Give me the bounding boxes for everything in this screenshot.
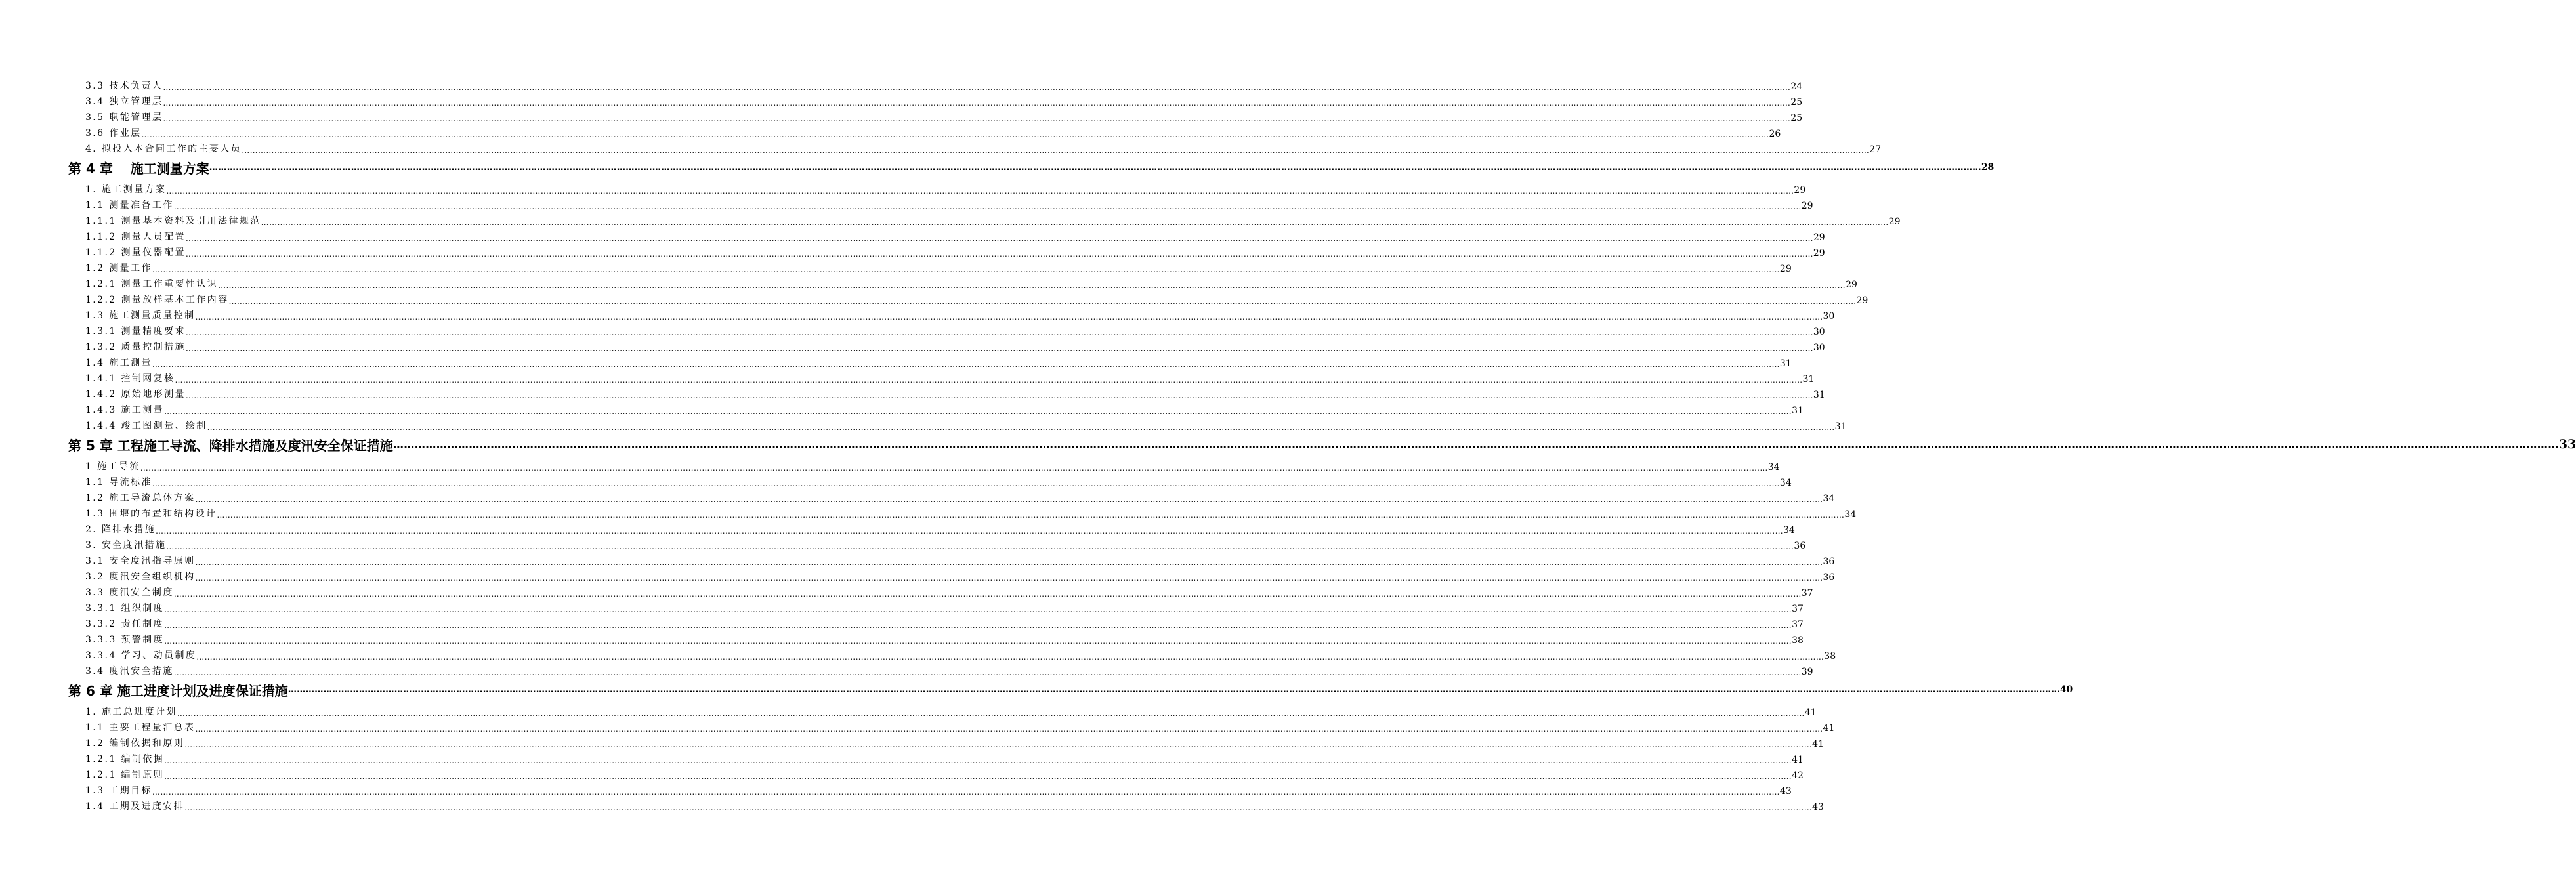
dot-leader: ……………………………………………………………………………………………………………………………………………………………………………………………………………………………………………………………………………………………………………………………………………………………………………………………………………………………………………………………………………………………………………………………………………………: [185, 234, 1813, 243]
dot-leader: ……………………………………………………………………………………………………………………………………………………………………………………………………………………………………………………………………………………………………………………………………………………………………………………………………………………………………………………………………………………………………………………………………………………: [195, 312, 1823, 322]
toc-page-number: 29: [1856, 295, 1869, 306]
toc-entry-title: 3.1 安全度汛指导原则: [85, 556, 196, 566]
dot-leader: ……………………………………………………………………………………………………………………………………………………………………………………………………………………………………………………………………………………………………………………………………………………………………………………………………………………………………………………………………………………………………………………………………………………: [195, 574, 1823, 583]
toc-page-number: 31: [1792, 406, 1804, 416]
toc-entry-title: 1. 施工总进度计划: [85, 707, 177, 717]
toc-page-number: 40: [2059, 684, 2073, 695]
toc-entry[interactable]: [68, 630, 1804, 646]
toc-entry[interactable]: [68, 718, 1835, 734]
toc-entry-title: 3.3.1 组织制度: [85, 603, 165, 614]
toc-entry-title: 3.3.4 学习、动员制度: [85, 650, 197, 661]
toc-page-number: 30: [1813, 343, 1825, 353]
dot-leader: ……………………………………………………………………………………………………………………………………………………………………………………………………………………………………………………………………………………………………………………………………………………………………………………………………………………………………………………………………………………………………………………………………………………: [173, 589, 1802, 598]
toc-entry[interactable]: [68, 488, 1835, 504]
toc-page-number: 29: [1813, 248, 1825, 259]
toc-entry-title: 1.2 编制依据和原则: [85, 738, 185, 749]
toc-entry-title: 第 6 章 施工进度计划及进度保证措施: [68, 682, 288, 699]
dot-leader: ……………………………………………………………………………………………………………………………………………………………………………………………………………………………………………………………………………………………………………………………………………………………………………………………………………………………………………………………………………………………………………………………………………………: [166, 186, 1794, 196]
toc-entry-title: 1.4 施工测量: [85, 358, 152, 368]
dot-leader: ……………………………………………………………………………………………………………………………………………………………………………………………………………………………………………………………………………………………………………………………………………………………………………………………………………………………………………………………………………………………………………………………………………………: [209, 162, 1981, 173]
toc-entry-title: 1.1 导流标准: [85, 477, 152, 488]
dot-leader: ……………………………………………………………………………………………………………………………………………………………………………………………………………………………………………………………………………………………………………………………………………………………………………………………………………………………………………………………………………………………………………………………………………………: [173, 668, 1802, 677]
toc-entry[interactable]: [68, 196, 1813, 211]
dot-leader: ……………………………………………………………………………………………………………………………………………………………………………………………………………………………………………………………………………………………………………………………………………………………………………………………………………………………………………………………………………………………………………………………………………………: [287, 684, 2060, 695]
toc-page-number: 41: [1792, 755, 1804, 765]
toc-entry[interactable]: [68, 551, 1835, 567]
toc-page-number: 29: [1813, 232, 1825, 243]
toc-entry[interactable]: [68, 567, 1835, 583]
toc-entry-title: 3.3.2 责任制度: [85, 619, 165, 629]
toc-entry[interactable]: [68, 76, 1803, 92]
toc-entry-title: 1 施工导流: [85, 461, 140, 472]
toc-entry[interactable]: [68, 290, 1869, 306]
toc-page-number: 36: [1794, 541, 1806, 551]
toc-entry[interactable]: [68, 337, 1825, 353]
toc-entry-title: 第 5 章 工程施工导流、降排水措施及度汛安全保证措施: [68, 437, 393, 453]
toc-entry-title: 3.6 作业层: [85, 128, 142, 138]
toc-entry[interactable]: [68, 369, 1815, 385]
toc-entry[interactable]: [68, 243, 1825, 259]
toc-entry[interactable]: [68, 259, 1792, 274]
dot-leader: ……………………………………………………………………………………………………………………………………………………………………………………………………………………………………………………………………………………………………………………………………………………………………………………………………………………………………………………………………………………………………………………………………………………: [152, 265, 1780, 274]
toc-entry-title: 1. 施工测量方案: [85, 184, 167, 195]
toc-chapter-heading[interactable]: [68, 677, 2073, 702]
toc-page-number: 25: [1790, 97, 1803, 108]
toc-entry[interactable]: [68, 274, 1857, 290]
toc-page-number: 30: [1813, 327, 1825, 337]
dot-leader: ……………………………………………………………………………………………………………………………………………………………………………………………………………………………………………………………………………………………………………………………………………………………………………………………………………………………………………………………………………………………………………………………………………………: [164, 407, 1792, 416]
toc-entry-title: 3.2 度汛安全组织机构: [85, 572, 196, 582]
toc-entry-title: 1.2 测量工作: [85, 263, 152, 274]
toc-page-number: 34: [1779, 478, 1792, 488]
toc-page-number: 38: [1824, 651, 1836, 662]
toc-entry[interactable]: [68, 457, 1780, 472]
toc-page-number: 34: [1844, 509, 1857, 520]
toc-entry-title: 1.2.2 测量放样基本工作内容: [85, 295, 229, 305]
toc-entry[interactable]: [68, 227, 1825, 243]
toc-page-number: 39: [1801, 667, 1813, 677]
dot-leader: ……………………………………………………………………………………………………………………………………………………………………………………………………………………………………………………………………………………………………………………………………………………………………………………………………………………………………………………………………………………………………………………………………………………: [164, 605, 1792, 614]
toc-page-number: 43: [1812, 802, 1824, 812]
toc-entry-title: 1.1.1 测量基本资料及引用法律规范: [85, 216, 261, 226]
table-of-contents: [68, 76, 2576, 812]
toc-entry-title: 1.4.1 控制网复核: [85, 373, 175, 384]
toc-entry[interactable]: [68, 520, 1795, 536]
toc-page-number: 34: [1783, 525, 1795, 536]
dot-leader: ……………………………………………………………………………………………………………………………………………………………………………………………………………………………………………………………………………………………………………………………………………………………………………………………………………………………………………………………………………………………………………………………………………………: [195, 558, 1823, 567]
toc-entry-title: 3. 安全度汛措施: [85, 540, 167, 551]
toc-page-number: 29: [1846, 280, 1857, 290]
toc-page-number: 31: [1802, 374, 1815, 385]
toc-page-number: 37: [1792, 604, 1804, 614]
toc-chapter-heading[interactable]: [68, 432, 2576, 457]
toc-page-number: 37: [1792, 620, 1804, 630]
dot-leader: ……………………………………………………………………………………………………………………………………………………………………………………………………………………………………………………………………………………………………………………………………………………………………………………………………………………………………………………………………………………………………………………………………………………: [175, 375, 1803, 385]
dot-leader: ……………………………………………………………………………………………………………………………………………………………………………………………………………………………………………………………………………………………………………………………………………………………………………………………………………………………………………………………………………………………………………………………………………………: [261, 218, 1889, 227]
toc-page-number: 28: [1981, 162, 1995, 173]
toc-entry[interactable]: [68, 598, 1804, 614]
dot-leader: ……………………………………………………………………………………………………………………………………………………………………………………………………………………………………………………………………………………………………………………………………………………………………………………………………………………………………………………………………………………………………………………………………………………: [164, 637, 1792, 646]
dot-leader: ……………………………………………………………………………………………………………………………………………………………………………………………………………………………………………………………………………………………………………………………………………………………………………………………………………………………………………………………………………………………………………………………………………………: [195, 495, 1823, 504]
dot-leader: ……………………………………………………………………………………………………………………………………………………………………………………………………………………………………………………………………………………………………………………………………………………………………………………………………………………………………………………………………………………………………………………………………………………: [184, 803, 1813, 812]
toc-page-number: 36: [1823, 572, 1835, 583]
toc-page-number: 29: [1801, 201, 1813, 211]
dot-leader: ……………………………………………………………………………………………………………………………………………………………………………………………………………………………………………………………………………………………………………………………………………………………………………………………………………………………………………………………………………………………………………………………………………………: [228, 297, 1857, 306]
toc-entry-title: 1.1 主要工程量汇总表: [85, 723, 196, 733]
dot-leader: ……………………………………………………………………………………………………………………………………………………………………………………………………………………………………………………………………………………………………………………………………………………………………………………………………………………………………………………………………………………………………………………………………………………: [140, 463, 1768, 472]
toc-entry-title: 第 4 章 施工测量方案: [68, 160, 209, 177]
toc-page-number: 34: [1823, 494, 1835, 504]
dot-leader: ……………………………………………………………………………………………………………………………………………………………………………………………………………………………………………………………………………………………………………………………………………………………………………………………………………………………………………………………………………………………………………………………………………………: [185, 344, 1813, 353]
toc-page-number: 31: [1779, 358, 1792, 369]
dot-leader: ……………………………………………………………………………………………………………………………………………………………………………………………………………………………………………………………………………………………………………………………………………………………………………………………………………………………………………………………………………………………………………………………………………………: [196, 652, 1825, 662]
toc-entry[interactable]: [68, 702, 1817, 718]
toc-page-number: 41: [1804, 707, 1817, 718]
toc-entry-title: 2. 降排水措施: [85, 524, 156, 535]
toc-entry[interactable]: [68, 322, 1825, 337]
toc-page-number: 33: [2558, 437, 2576, 452]
toc-page-number: 36: [1823, 556, 1835, 567]
toc-page-number: 29: [1794, 185, 1806, 196]
toc-entry-title: 1.1.2 测量人员配置: [85, 232, 186, 242]
toc-entry[interactable]: [68, 306, 1835, 322]
toc-entry[interactable]: [68, 734, 1824, 749]
toc-page-number: 38: [1792, 635, 1804, 646]
toc-entry-title: 1.3.1 测量精度要求: [85, 326, 186, 337]
toc-entry[interactable]: [68, 797, 1824, 812]
toc-entry-title: 3.3 度汛安全制度: [85, 587, 174, 598]
toc-page-number: 34: [1767, 462, 1780, 472]
dot-leader: ……………………………………………………………………………………………………………………………………………………………………………………………………………………………………………………………………………………………………………………………………………………………………………………………………………………………………………………………………………………………………………………………………………………: [195, 724, 1823, 734]
dot-leader: ……………………………………………………………………………………………………………………………………………………………………………………………………………………………………………………………………………………………………………………………………………………………………………………………………………………………………………………………………………………………………………………………………………………: [156, 526, 1784, 536]
toc-page-number: 27: [1869, 144, 1882, 155]
toc-chapter-heading[interactable]: [68, 155, 1995, 180]
toc-entry-title: 3.4 独立管理层: [85, 96, 163, 107]
toc-entry-title: 1.3.2 质量控制措施: [85, 342, 186, 352]
toc-entry[interactable]: [68, 108, 1803, 123]
toc-entry[interactable]: [68, 536, 1806, 551]
dot-leader: ……………………………………………………………………………………………………………………………………………………………………………………………………………………………………………………………………………………………………………………………………………………………………………………………………………………………………………………………………………………………………………………………………………………: [164, 621, 1792, 630]
dot-leader: ……………………………………………………………………………………………………………………………………………………………………………………………………………………………………………………………………………………………………………………………………………………………………………………………………………………………………………………………………………………………………………………………………………………: [164, 772, 1792, 781]
toc-entry-title: 3.5 职能管理层: [85, 112, 163, 123]
dot-leader: ……………………………………………………………………………………………………………………………………………………………………………………………………………………………………………………………………………………………………………………………………………………………………………………………………………………………………………………………………………………………………………………………………………………: [163, 98, 1791, 108]
toc-page-number: 29: [1779, 264, 1792, 274]
toc-page-number: 41: [1812, 739, 1824, 749]
toc-page-number: 24: [1790, 81, 1803, 92]
dot-leader: ……………………………………………………………………………………………………………………………………………………………………………………………………………………………………………………………………………………………………………………………………………………………………………………………………………………………………………………………………………………………………………………………………………………: [173, 202, 1802, 211]
toc-entry-title: 1.4 工期及进度安排: [85, 801, 185, 812]
toc-entry[interactable]: [68, 749, 1804, 765]
dot-leader: ……………………………………………………………………………………………………………………………………………………………………………………………………………………………………………………………………………………………………………………………………………………………………………………………………………………………………………………………………………………………………………………………………………………: [185, 328, 1813, 337]
toc-page-number: 37: [1801, 588, 1813, 598]
toc-entry[interactable]: [68, 583, 1813, 598]
toc-entry-title: 1.2 施工导流总体方案: [85, 493, 196, 503]
toc-entry[interactable]: [68, 400, 1804, 416]
dot-leader: ……………………………………………………………………………………………………………………………………………………………………………………………………………………………………………………………………………………………………………………………………………………………………………………………………………………………………………………………………………………………………………………………………………………: [164, 756, 1792, 765]
toc-entry[interactable]: [68, 92, 1803, 108]
toc-page-number: 25: [1790, 113, 1803, 123]
toc-entry-title: 1.4.4 竣工图测量、绘制: [85, 421, 207, 431]
toc-entry-title: 1.1.2 测量仪器配置: [85, 247, 186, 258]
toc-entry[interactable]: [68, 211, 1901, 227]
toc-entry[interactable]: [68, 180, 1806, 196]
dot-leader: ……………………………………………………………………………………………………………………………………………………………………………………………………………………………………………………………………………………………………………………………………………………………………………………………………………………………………………………………………………………………………………………………………………………: [177, 709, 1805, 718]
dot-leader: ……………………………………………………………………………………………………………………………………………………………………………………………………………………………………………………………………………………………………………………………………………………………………………………………………………………………………………………………………………………………………………………………………………………: [185, 249, 1813, 259]
dot-leader: ……………………………………………………………………………………………………………………………………………………………………………………………………………………………………………………………………………………………………………………………………………………………………………………………………………………………………………………………………………………………………………………………………………………: [207, 423, 1835, 432]
toc-page-number: 43: [1779, 786, 1792, 797]
toc-entry-title: 3.3.3 预警制度: [85, 635, 165, 645]
toc-entry[interactable]: [68, 472, 1792, 488]
toc-entry-title: 1.2.1 测量工作重要性认识: [85, 279, 219, 289]
toc-entry-title: 3.4 度汛安全措施: [85, 666, 174, 677]
toc-entry-title: 3.3 技术负责人: [85, 81, 163, 91]
dot-leader: ……………………………………………………………………………………………………………………………………………………………………………………………………………………………………………………………………………………………………………………………………………………………………………………………………………………………………………………………………………………………………………………………………………………: [163, 83, 1791, 92]
toc-page-number: 41: [1823, 723, 1835, 734]
toc-entry-title: 1.1 测量准备工作: [85, 200, 174, 211]
toc-entry-title: 1.2.1 编制原则: [85, 770, 165, 780]
toc-entry-title: 1.4.2 原始地形测量: [85, 389, 186, 400]
toc-entry[interactable]: [68, 123, 1781, 139]
toc-page-number: 26: [1769, 129, 1781, 139]
toc-entry[interactable]: [68, 614, 1804, 630]
toc-entry[interactable]: [68, 662, 1813, 677]
toc-entry[interactable]: [68, 385, 1825, 400]
toc-page-number: 42: [1792, 770, 1804, 781]
toc-page-number: 31: [1834, 421, 1847, 432]
dot-leader: ……………………………………………………………………………………………………………………………………………………………………………………………………………………………………………………………………………………………………………………………………………………………………………………………………………………………………………………………………………………………………………………………………………………: [217, 511, 1845, 520]
dot-leader: ……………………………………………………………………………………………………………………………………………………………………………………………………………………………………………………………………………………………………………………………………………………………………………………………………………………………………………………………………………………………………………………………………………………: [152, 479, 1780, 488]
toc-entry[interactable]: [68, 139, 1882, 155]
toc-entry-title: 1.2.1 编制依据: [85, 754, 165, 765]
toc-page-number: 31: [1813, 390, 1825, 400]
toc-entry-title: 1.3 施工测量质量控制: [85, 310, 196, 321]
dot-leader: ……………………………………………………………………………………………………………………………………………………………………………………………………………………………………………………………………………………………………………………………………………………………………………………………………………………………………………………………………………………………………………………………………………………: [242, 146, 1870, 155]
dot-leader: ……………………………………………………………………………………………………………………………………………………………………………………………………………………………………………………………………………………………………………………………………………………………………………………………………………………………………………………………………………………………………………………………………………………: [185, 391, 1813, 400]
toc-entry-title: 1.3 围堰的布置和结构设计: [85, 509, 217, 519]
toc-entry[interactable]: [68, 765, 1804, 781]
toc-entry[interactable]: [68, 646, 1836, 662]
toc-page-number: 29: [1888, 217, 1901, 227]
toc-entry[interactable]: [68, 781, 1792, 797]
toc-entry-title: 1.4.3 施工测量: [85, 405, 165, 415]
dot-leader: ……………………………………………………………………………………………………………………………………………………………………………………………………………………………………………………………………………………………………………………………………………………………………………………………………………………………………………………………………………………………………………………………………………………: [166, 542, 1794, 551]
dot-leader: ……………………………………………………………………………………………………………………………………………………………………………………………………………………………………………………………………………………………………………………………………………………………………………………………………………………………………………………………………………………………………………………………………………………: [152, 788, 1780, 797]
toc-entry-title: 1.3 工期目标: [85, 786, 152, 796]
toc-entry[interactable]: [68, 416, 1847, 432]
toc-entry-title: 4. 拟投入本合同工作的主要人员: [85, 144, 242, 154]
dot-leader: ……………………………………………………………………………………………………………………………………………………………………………………………………………………………………………………………………………………………………………………………………………………………………………………………………………………………………………………………………………………………………………………………………………………: [392, 438, 2559, 451]
dot-leader: ……………………………………………………………………………………………………………………………………………………………………………………………………………………………………………………………………………………………………………………………………………………………………………………………………………………………………………………………………………………………………………………………………………………: [141, 130, 1769, 139]
toc-page-number: 30: [1823, 311, 1835, 322]
dot-leader: ……………………………………………………………………………………………………………………………………………………………………………………………………………………………………………………………………………………………………………………………………………………………………………………………………………………………………………………………………………………………………………………………………………………: [163, 114, 1791, 123]
toc-entry[interactable]: [68, 504, 1857, 520]
dot-leader: ……………………………………………………………………………………………………………………………………………………………………………………………………………………………………………………………………………………………………………………………………………………………………………………………………………………………………………………………………………………………………………………………………………………: [218, 281, 1846, 290]
dot-leader: ……………………………………………………………………………………………………………………………………………………………………………………………………………………………………………………………………………………………………………………………………………………………………………………………………………………………………………………………………………………………………………………………………………………: [184, 740, 1813, 749]
toc-entry[interactable]: [68, 353, 1792, 369]
dot-leader: ……………………………………………………………………………………………………………………………………………………………………………………………………………………………………………………………………………………………………………………………………………………………………………………………………………………………………………………………………………………………………………………………………………………: [152, 360, 1780, 369]
